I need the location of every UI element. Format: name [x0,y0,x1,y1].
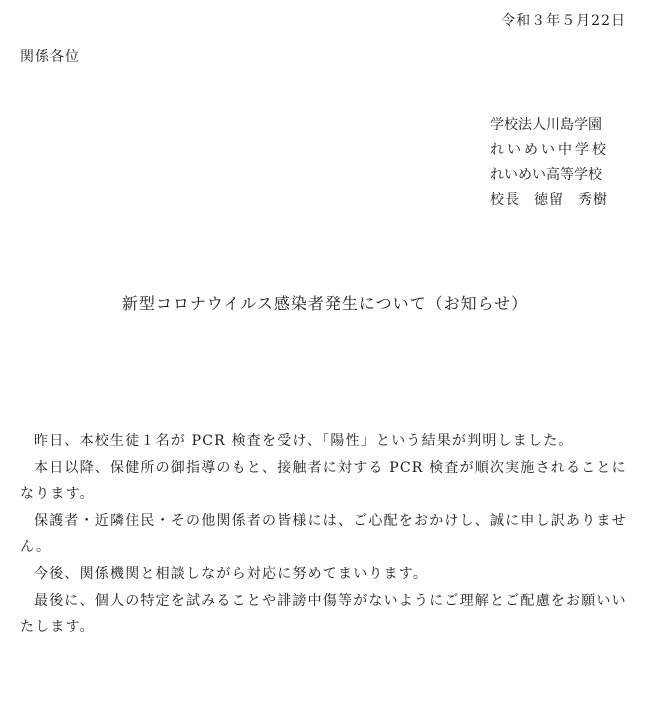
paragraph-2: 本日以降、保健所の御指導のもと、接触者に対する PCR 検査が順次実施されることになります。 [20,459,627,503]
principal-title: 校長 [490,192,520,208]
paragraph-5: 最後に、個人の特定を試みることや誹謗中傷等がないようにご理解とご配慮をお願いいたします。 [20,592,627,636]
sender-high-school: れいめい高等学校 [490,167,602,183]
addressee: 関係各位 [20,49,80,65]
paragraph-4: 今後、関係機関と相談しながら対応に努めてまいります。 [34,565,429,582]
paragraph-1: 昨日、本校生徒１名が PCR 検査を受け、「陽性」という結果が判明しました。 [34,433,574,449]
document-title: 新型コロナウイルス感染者発生について（お知らせ） [121,294,529,313]
document-body [20,428,630,641]
principal-given-name: 秀樹 [578,192,608,208]
principal-surname: 徳留 [534,192,564,208]
sender-principal [490,188,609,213]
paragraph-3: 保護者・近隣住民・その他関係者の皆様には、ご心配をおかけし、誠に申し訳ありません。 [20,512,627,556]
sender-block [490,113,609,213]
sender-junior-high: れいめい中学校 [490,142,609,158]
document-date: 令和３年５月22日 [501,13,626,29]
sender-corporation: 学校法人川島学園 [490,117,602,133]
